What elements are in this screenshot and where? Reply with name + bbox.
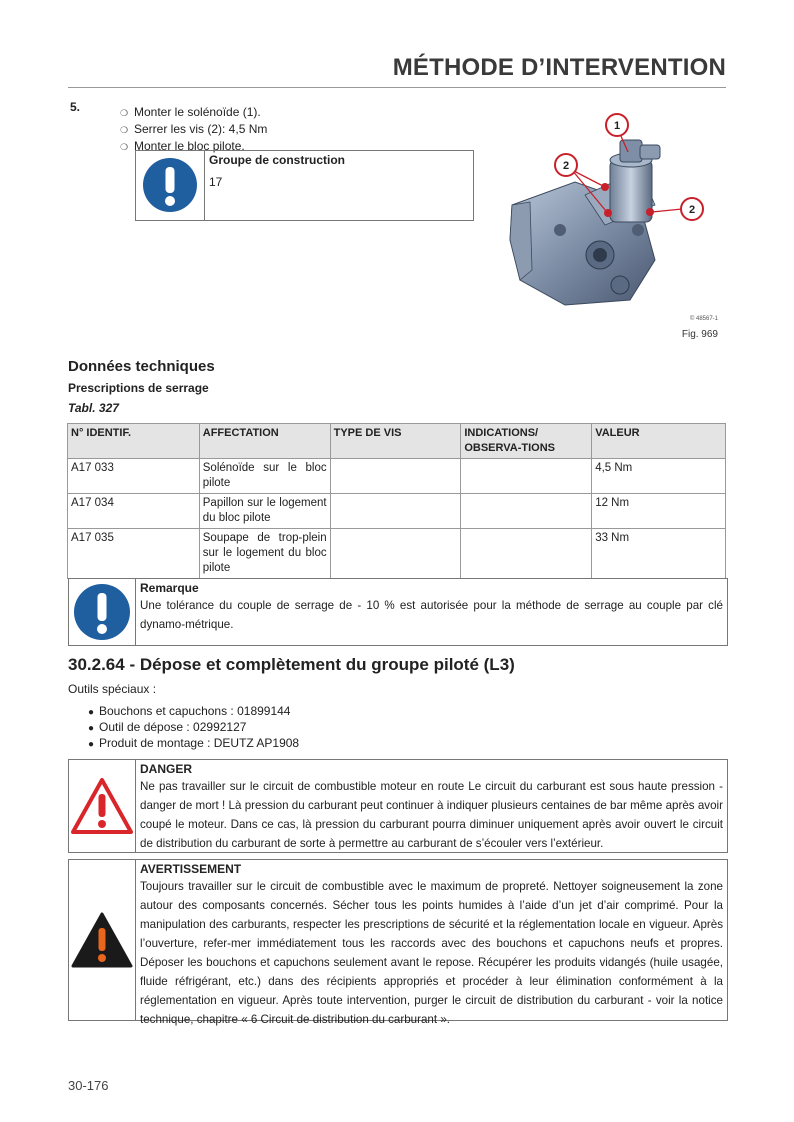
column-header: TYPE DE VIS [330,424,461,459]
cell-affectation: Solénoïde sur le bloc pilote [199,459,330,494]
warning-triangle-icon [70,911,134,969]
column-header: VALEUR [592,424,726,459]
table-label: Tabl. 327 [68,401,119,415]
cell-affectation: Soupape de trop-plein sur le logement du bloc pilote [199,529,330,579]
bullet-icon: ● [88,739,95,750]
page-header-title: MÉTHODE D’INTERVENTION [392,54,726,81]
table-row [68,459,726,494]
step-instructions [120,104,267,155]
list-item: ❍ Monter le solénoïde (1). [120,105,261,119]
cell-indications [461,494,592,529]
group-value: 17 [209,175,223,189]
remarque-notice [68,578,728,646]
page-number: 30-176 [68,1078,109,1093]
svg-text:2: 2 [562,160,570,172]
table-header-row [68,424,726,459]
svg-text:2: 2 [688,204,696,216]
cell-valeur: 33 Nm [592,529,726,579]
callout-2-left [555,154,577,176]
notice-body: Toujours travailler sur le circuit de combustible avec le maximum de propreté. Nettoyer soigneusement la zone autour des composants concernés. Sécher tous les points humides à l’aide d’un jet d’air comprimé. Pour la manipulation des carburants, respecter les prescriptions de sécurité et la réglementation locale en vigueur. Après l’ouverture, refer-mer immédiatement tous les raccords avec des bouchons et capuchons neufs et propres. Déposer les bouchons et capuchons seulement avant le repose. Récupérer les produits vidangés (huile usagée, fluide réfrigérant, etc.) dans des récipients appropriés et procéder à leur élimination conformément à la réglementation en vigueur. Après toute intervention, purger le circuit de distribution du carburant - voir la notice technique, chapitre « 6 Circuit de distribution du carburant ». [140,880,723,1026]
circle-bullet-icon: ❍ [120,125,129,135]
cell-type [330,529,461,579]
info-exclamation-icon [73,583,131,641]
warning-notice [68,859,728,1026]
special-tools-label: Outils spéciaux : [68,682,157,696]
list-item: ❍ Serrer les vis (2): 4,5 Nm [120,122,268,136]
list-item: ❍ Monter le bloc pilote. [120,139,245,153]
figure-label: Fig. 969 [681,329,718,340]
cell-affectation: Papillon sur le logement du bloc pilote [199,494,330,529]
cell-type [330,459,461,494]
solenoid-pilot-block-figure [490,110,730,320]
column-header: INDICATIONS/ OBSERVA-TIONS [461,424,592,459]
list-item: ● Outil de dépose : 02992127 [88,720,247,734]
cell-id: A17 033 [68,459,200,494]
list-item: ● Bouchons et capuchons : 01899144 [88,704,291,718]
list-item: ● Produit de montage : DEUTZ AP1908 [88,736,300,750]
torque-table [67,423,726,579]
figure-code: © 48567-1 [689,316,718,322]
header-divider [68,87,726,88]
circle-bullet-icon: ❍ [120,142,129,152]
danger-notice [68,759,728,853]
cell-valeur: 12 Nm [592,494,726,529]
cell-type [330,494,461,529]
column-header: N° IDENTIF. [68,424,200,459]
callout-2-right [681,198,703,220]
info-exclamation-icon [142,157,198,213]
group-title: Groupe de construction [209,153,346,167]
section-title-tech-data: Données techniques [68,358,215,375]
danger-triangle-icon [70,777,134,835]
notice-title: AVERTISSEMENT [140,862,242,876]
cell-indications [461,459,592,494]
table-row [68,494,726,529]
table-row [68,529,726,579]
bullet-icon: ● [88,723,95,734]
subsection-title-torque: Prescriptions de serrage [68,381,209,395]
circle-bullet-icon: ❍ [120,108,129,118]
construction-group-box [135,150,474,221]
cell-id: A17 035 [68,529,200,579]
special-tools-list [88,704,299,752]
notice-title: DANGER [140,762,193,776]
notice-body: Une tolérance du couple de serrage de - 10 % est autorisée pour la méthode de serrage au couple par clé dynamo-métrique. [140,599,723,631]
cell-id: A17 034 [68,494,200,529]
cell-valeur: 4,5 Nm [592,459,726,494]
section-title-removal: 30.2.64 - Dépose et complètement du groupe piloté (L3) [68,655,515,674]
svg-text:1: 1 [613,120,621,132]
column-header: AFFECTATION [199,424,330,459]
notice-title: Remarque [140,581,199,595]
callout-1 [606,114,628,136]
notice-body: Ne pas travailler sur le circuit de combustible moteur en route Le circuit du carburant est sous haute pression - danger de mort ! Là pression du carburant peut continuer à indiquer plusieurs centaines de bar même après avoir coupé le moteur. Dans ce cas, là pression du carburant pourra diminuer uniquement après avoir ouvert le circuit de distribution du carburant de sorte à permettre au carburant de s’écouler vers l’extérieur. [140,780,723,850]
step-number: 5. [70,100,81,114]
bullet-icon: ● [88,707,95,718]
cell-indications [461,529,592,579]
